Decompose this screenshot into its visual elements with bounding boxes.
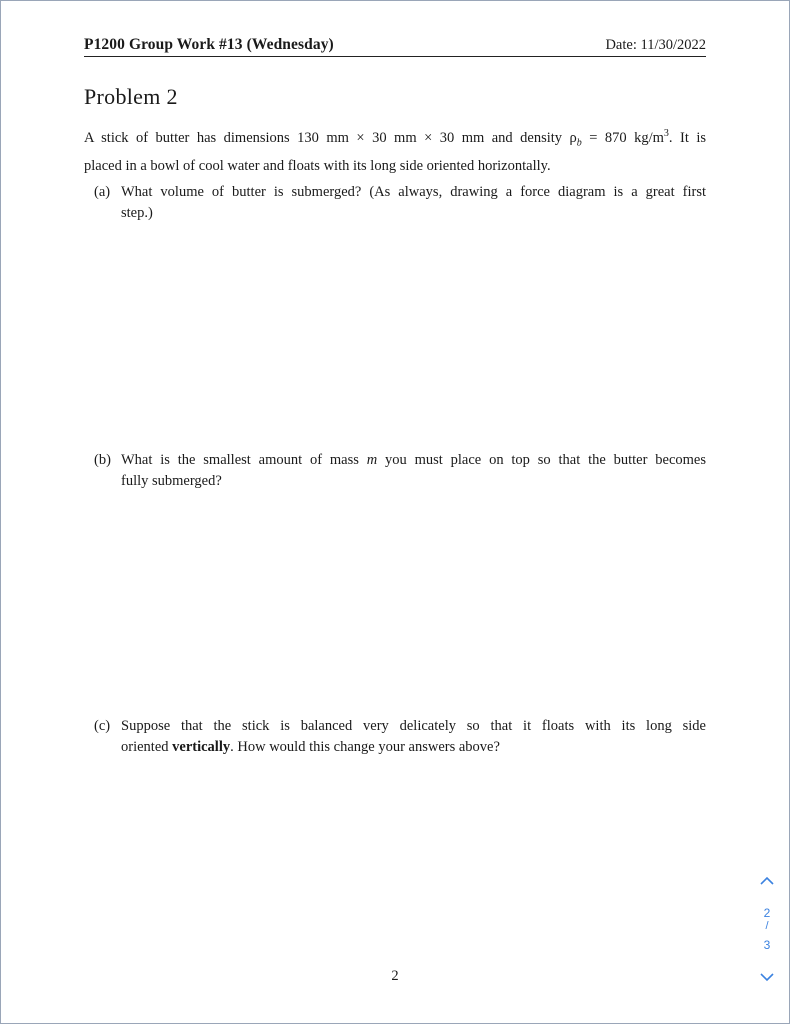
course-title: P1200 Group Work #13 (Wednesday) [84, 36, 334, 53]
header-date: Date: 11/30/2022 [605, 37, 706, 53]
part-c-label: (c) [94, 718, 111, 734]
statement-line-1: A stick of butter has dimensions 130 mm × 30 mm × 30 mm and density $\rho_b = 870$ $kg/m^3$. It is [84, 128, 706, 149]
part-b-label: (b) [94, 452, 111, 468]
chevron-up-icon [758, 874, 776, 888]
problem-statement [84, 123, 706, 177]
next-page-button[interactable] [758, 970, 776, 984]
previous-page-button[interactable] [758, 874, 776, 888]
statement-line-2: placed in a bowl of cool water and floats with its long side oriented horizontally. [84, 157, 551, 174]
page-number: 2 [391, 968, 399, 984]
problem-heading: Problem 2 [84, 84, 178, 109]
page-navigator [754, 870, 780, 990]
total-pages: 3 [763, 938, 771, 952]
part-a-label: (a) [94, 184, 111, 200]
part-b-text: What is the smallest amount of mass m you must place on top so that the butter becomes fully submerged? [121, 452, 706, 489]
chevron-down-icon [758, 970, 776, 984]
part-a-text: What volume of butter is submerged? (As always, drawing a force diagram is a great first step.) [121, 184, 706, 221]
page-separator: / [765, 920, 769, 932]
running-header [84, 36, 706, 57]
current-page: 2 [763, 906, 771, 920]
part-c-text: Suppose that the stick is balanced very delicately so that it floats with its long side oriented vertically. How would this change your answers above? [121, 718, 706, 755]
